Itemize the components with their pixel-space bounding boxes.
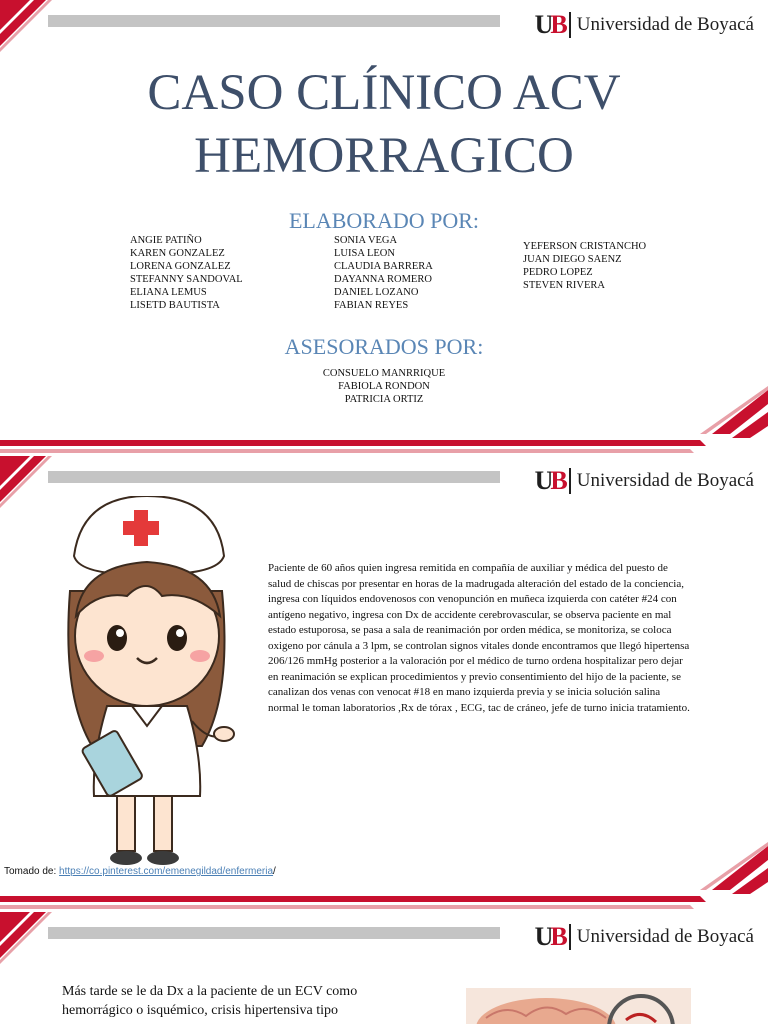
logo-text: Universidad de Boyacá bbox=[576, 926, 754, 947]
logo-divider bbox=[569, 924, 571, 950]
author-name: PEDRO LOPEZ bbox=[523, 267, 593, 278]
logo-mark: UB bbox=[534, 922, 565, 951]
advisor-name: CONSUELO MANRRIQUE bbox=[322, 368, 446, 379]
logo-divider bbox=[569, 468, 571, 494]
slide-title bbox=[0, 0, 768, 456]
author-name: STEFANNY SANDOVAL bbox=[130, 274, 243, 285]
author-name: DANIEL LOZANO bbox=[334, 287, 419, 298]
title-line-1: CASO CLÍNICO ACV bbox=[147, 65, 621, 121]
corner-stripes-decoration bbox=[0, 912, 60, 972]
logo-mark: UB bbox=[534, 10, 565, 39]
corner-stripes-decoration bbox=[0, 456, 60, 516]
author-name: STEVEN RIVERA bbox=[523, 280, 605, 291]
logo-mark: UB bbox=[534, 466, 565, 495]
credit-suffix: / bbox=[273, 866, 276, 877]
author-name: LORENA GONZALEZ bbox=[130, 261, 231, 272]
university-logo bbox=[535, 922, 754, 952]
author-name: LUISA LEON bbox=[334, 248, 395, 259]
advisor-name: FABIOLA RONDON bbox=[338, 381, 430, 392]
nurse-illustration bbox=[52, 496, 237, 866]
authors-column-2 bbox=[334, 234, 433, 312]
university-logo bbox=[535, 466, 754, 496]
author-name: LISETD BAUTISTA bbox=[130, 300, 220, 311]
elaborado-heading: ELABORADO POR: bbox=[288, 208, 480, 233]
author-name: ANGIE PATIÑO bbox=[130, 235, 202, 246]
footer-stripes-decoration bbox=[0, 842, 768, 912]
diagnosis-text: Más tarde se le da Dx a la paciente de un ECV como hemorrágico o isquémico, crisis hipertensiva tipo bbox=[62, 984, 358, 1018]
page-title bbox=[0, 62, 768, 188]
footer-stripes-decoration bbox=[0, 386, 768, 456]
asesorados-heading: ASESORADOS POR: bbox=[284, 334, 484, 359]
slide-diagnosis bbox=[0, 912, 768, 1024]
author-name: JUAN DIEGO SAENZ bbox=[523, 254, 622, 265]
header-gray-bar bbox=[48, 471, 500, 483]
author-name: CLAUDIA BARRERA bbox=[334, 261, 433, 272]
credit-label: Tomado de: bbox=[4, 866, 60, 877]
case-description-text: Paciente de 60 años quien ingresa remitida en compañía de auxiliar y médica del puesto de salud de chiscas por presentar en horas de la madrugada alteración del estado de la conciencia, ingresa con líquidos endovenosos con venopunción en muñeca izquierda con catéter #24 con antígeno negativo, ingresa con Dx de accidente cerebrovascular, se observa paciente en mal estado estuporosa, se pasa a sala de reanimación por orden médica, se monitoriza, se coloca oxigeno por cánula a 3 lpm, se controlan signos vitales donde encontramos que llegó hipertensa 206/126 mmHg posterior a la valoración por el médico de turno ordena hospitalizar pero dejar en reanimación se explican procedimientos y previo consentimiento del hijo de la paciente, se canalizan dos venas con venocat #18 en mano izquierda previa y se inicia solución salina normal le toman laboratorios ,Rx de tórax , ECG, tac de cráneo, jefe de turno inicia tratamiento. bbox=[268, 562, 690, 714]
authors-column-3 bbox=[523, 240, 646, 292]
advisor-name: PATRICIA ORTIZ bbox=[344, 394, 424, 405]
slide-case-description bbox=[0, 456, 768, 912]
brain-illustration bbox=[466, 988, 691, 1024]
author-name: KAREN GONZALEZ bbox=[130, 248, 225, 259]
logo-text: Universidad de Boyacá bbox=[576, 470, 754, 491]
authors-column-1 bbox=[130, 234, 243, 312]
credit-link[interactable]: https://co.pinterest.com/emenegildad/enfermeria bbox=[59, 866, 274, 877]
title-line-2: HEMORRAGICO bbox=[194, 128, 574, 184]
author-name: FABIAN REYES bbox=[334, 300, 409, 311]
university-logo bbox=[535, 10, 754, 40]
header-gray-bar bbox=[48, 15, 500, 27]
author-name: DAYANNA ROMERO bbox=[334, 274, 432, 285]
author-name: YEFERSON CRISTANCHO bbox=[523, 241, 647, 252]
header-gray-bar bbox=[48, 927, 500, 939]
author-name: ELIANA LEMUS bbox=[130, 287, 207, 298]
author-name: SONIA VEGA bbox=[334, 235, 398, 246]
logo-text: Universidad de Boyacá bbox=[576, 14, 754, 35]
corner-stripes-decoration bbox=[0, 0, 60, 60]
logo-divider bbox=[569, 12, 571, 38]
